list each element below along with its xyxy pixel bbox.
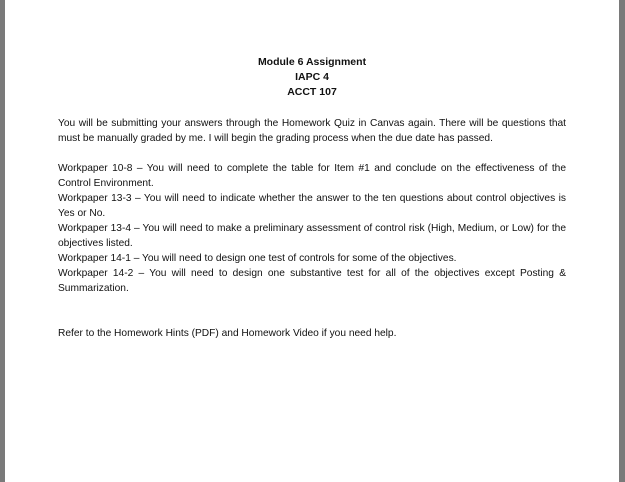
document-page xyxy=(5,0,619,482)
document-body xyxy=(58,55,566,341)
document-subtitle: IAPC 4 xyxy=(295,71,329,83)
document-title: Module 6 Assignment xyxy=(257,56,367,68)
closing-note: Refer to the Homework Hints (PDF) and Homework Video if you need help. xyxy=(58,328,397,339)
intro-paragraph: You will be submitting your answers through the Homework Quiz in Canvas again. There will be questions that must be manually graded by me. I will begin the grading process when the due date has passed. xyxy=(58,118,566,144)
workpaper-item: Workpaper 13-4 – You will need to make a preliminary assessment of control risk (High, Medium, or Low) for the objectives listed. xyxy=(58,223,566,249)
course-code: ACCT 107 xyxy=(287,86,337,98)
workpaper-item: Workpaper 14-2 – You will need to design one substantive test for all of the objectives except Posting & Summarization. xyxy=(58,268,566,294)
workpaper-list xyxy=(58,161,566,296)
workpaper-item: Workpaper 13-3 – You will need to indicate whether the answer to the ten questions about control objectives is Yes or No. xyxy=(58,193,566,219)
workpaper-item: Workpaper 14-1 – You will need to design one test of controls for some of the objectives. xyxy=(58,253,457,264)
workpaper-item: Workpaper 10-8 – You will need to complete the table for Item #1 and conclude on the effectiveness of the Control Environment. xyxy=(58,163,566,189)
